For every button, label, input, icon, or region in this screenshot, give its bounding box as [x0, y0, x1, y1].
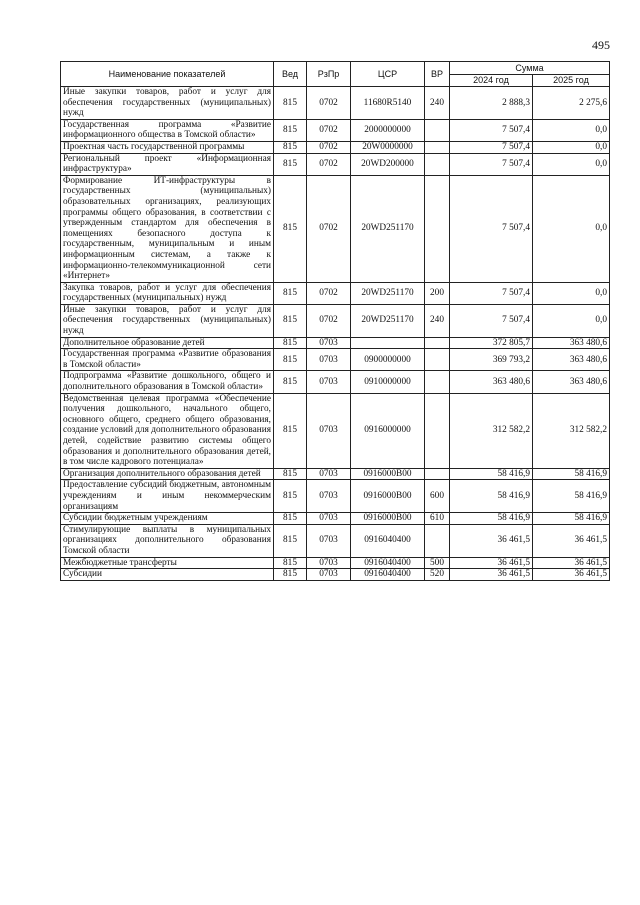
cell-ved: 815 — [274, 468, 307, 480]
table-row — [61, 175, 610, 282]
cell-2025: 36 461,5 — [533, 524, 610, 557]
table-row — [61, 480, 610, 513]
cell-vr — [425, 337, 450, 349]
cell-vr: 600 — [425, 480, 450, 513]
cell-2025: 58 416,9 — [533, 513, 610, 525]
cell-ved: 815 — [274, 337, 307, 349]
cell-vr: 610 — [425, 513, 450, 525]
cell-2024: 363 480,6 — [450, 371, 533, 393]
header-rzpr: РзПр — [307, 62, 351, 87]
cell-2024: 36 461,5 — [450, 524, 533, 557]
cell-name: Иные закупки товаров, работ и услуг для обеспечения государственных (муниципальных) нужд — [61, 304, 274, 337]
cell-2024: 7 507,4 — [450, 282, 533, 304]
table-row — [61, 393, 610, 468]
cell-vr — [425, 349, 450, 371]
table-body — [61, 87, 610, 581]
header-sum: Сумма — [450, 62, 610, 75]
cell-ved: 815 — [274, 141, 307, 153]
cell-name: Стимулирующие выплаты в муниципальных организациях дополнительного образования Томской области — [61, 524, 274, 557]
cell-name: Проектная часть государственной программы — [61, 141, 274, 153]
cell-ved: 815 — [274, 282, 307, 304]
cell-name: Региональный проект «Информационная инфраструктура» — [61, 153, 274, 175]
cell-vr — [425, 393, 450, 468]
header-vr: ВР — [425, 62, 450, 87]
cell-2024: 7 507,4 — [450, 304, 533, 337]
cell-ved: 815 — [274, 569, 307, 581]
cell-name: Межбюджетные трансферты — [61, 557, 274, 569]
cell-csr: 0916040400 — [351, 524, 425, 557]
cell-ved: 815 — [274, 393, 307, 468]
cell-rzpr: 0703 — [307, 349, 351, 371]
cell-2025: 2 275,6 — [533, 87, 610, 120]
cell-vr: 500 — [425, 557, 450, 569]
cell-2025: 0,0 — [533, 141, 610, 153]
cell-2025: 0,0 — [533, 175, 610, 282]
cell-2024: 58 416,9 — [450, 513, 533, 525]
header-2025: 2025 год — [533, 75, 610, 87]
cell-vr — [425, 468, 450, 480]
table-row — [61, 513, 610, 525]
cell-vr — [425, 524, 450, 557]
cell-2025: 0,0 — [533, 282, 610, 304]
cell-csr: 20W0000000 — [351, 141, 425, 153]
cell-2024: 58 416,9 — [450, 480, 533, 513]
cell-2024: 36 461,5 — [450, 569, 533, 581]
cell-2024: 58 416,9 — [450, 468, 533, 480]
cell-2025: 312 582,2 — [533, 393, 610, 468]
cell-csr: 20WD251170 — [351, 304, 425, 337]
cell-vr: 240 — [425, 304, 450, 337]
cell-2025: 0,0 — [533, 304, 610, 337]
cell-csr: 0916000B00 — [351, 480, 425, 513]
header-2024: 2024 год — [450, 75, 533, 87]
cell-ved: 815 — [274, 371, 307, 393]
table-row — [61, 349, 610, 371]
cell-name: Государственная программа «Развитие образования в Томской области» — [61, 349, 274, 371]
table-row — [61, 557, 610, 569]
cell-name: Субсидии бюджетным учреждениям — [61, 513, 274, 525]
cell-rzpr: 0702 — [307, 119, 351, 141]
cell-2025: 0,0 — [533, 153, 610, 175]
cell-csr: 0916040400 — [351, 557, 425, 569]
cell-ved: 815 — [274, 119, 307, 141]
cell-2024: 2 888,3 — [450, 87, 533, 120]
cell-rzpr: 0703 — [307, 337, 351, 349]
table-row — [61, 87, 610, 120]
cell-ved: 815 — [274, 557, 307, 569]
cell-2024: 369 793,2 — [450, 349, 533, 371]
cell-csr: 0916000B00 — [351, 513, 425, 525]
cell-csr: 0900000000 — [351, 349, 425, 371]
cell-csr: 0916040400 — [351, 569, 425, 581]
cell-vr — [425, 175, 450, 282]
cell-name: Формирование ИТ-инфраструктуры в государственных (муниципальных) образовательных организациях, реализующих программы общего образования, в соответствии с утвержденным стандартом для обеспечения в помещениях безопасного доступа к государственным, муниципальным и иным информационным системам, а также к информационно-телекоммуникационной сети «Интернет» — [61, 175, 274, 282]
cell-ved: 815 — [274, 175, 307, 282]
cell-csr: 0910000000 — [351, 371, 425, 393]
cell-csr: 20WD200000 — [351, 153, 425, 175]
cell-vr: 200 — [425, 282, 450, 304]
cell-rzpr: 0702 — [307, 304, 351, 337]
cell-rzpr: 0702 — [307, 153, 351, 175]
cell-name: Дополнительное образование детей — [61, 337, 274, 349]
cell-2025: 363 480,6 — [533, 349, 610, 371]
cell-rzpr: 0702 — [307, 141, 351, 153]
cell-2025: 363 480,6 — [533, 371, 610, 393]
cell-ved: 815 — [274, 153, 307, 175]
cell-rzpr: 0703 — [307, 569, 351, 581]
cell-2024: 7 507,4 — [450, 175, 533, 282]
cell-2025: 58 416,9 — [533, 480, 610, 513]
cell-rzpr: 0703 — [307, 524, 351, 557]
cell-vr — [425, 141, 450, 153]
table-row — [61, 153, 610, 175]
cell-rzpr: 0702 — [307, 282, 351, 304]
cell-2025: 58 416,9 — [533, 468, 610, 480]
cell-ved: 815 — [274, 87, 307, 120]
header-csr: ЦСР — [351, 62, 425, 87]
cell-2024: 7 507,4 — [450, 141, 533, 153]
cell-name: Организация дополнительного образования детей — [61, 468, 274, 480]
cell-csr — [351, 337, 425, 349]
cell-2025: 36 461,5 — [533, 557, 610, 569]
budget-table — [60, 61, 610, 581]
cell-rzpr: 0703 — [307, 513, 351, 525]
cell-csr: 2000000000 — [351, 119, 425, 141]
cell-vr — [425, 119, 450, 141]
cell-name: Подпрограмма «Развитие дошкольного, общего и дополнительного образования в Томской области» — [61, 371, 274, 393]
table-row — [61, 371, 610, 393]
cell-vr — [425, 153, 450, 175]
cell-vr — [425, 371, 450, 393]
cell-rzpr: 0703 — [307, 557, 351, 569]
table-row — [61, 304, 610, 337]
cell-name: Ведомственная целевая программа «Обеспечение получения дошкольного, начального общего, основного общего, среднего общего образования, создание условий для дополнительного образования детей, содействие развитию системы общего образования и дополнительного образования детей, в том числе кадрового потенциала» — [61, 393, 274, 468]
cell-rzpr: 0702 — [307, 87, 351, 120]
cell-2024: 7 507,4 — [450, 153, 533, 175]
cell-ved: 815 — [274, 304, 307, 337]
cell-rzpr: 0703 — [307, 468, 351, 480]
table-row — [61, 337, 610, 349]
cell-ved: 815 — [274, 480, 307, 513]
page-number: 495 — [592, 38, 610, 52]
cell-rzpr: 0703 — [307, 480, 351, 513]
cell-ved: 815 — [274, 513, 307, 525]
cell-name: Субсидии — [61, 569, 274, 581]
table-row — [61, 282, 610, 304]
cell-2024: 312 582,2 — [450, 393, 533, 468]
cell-2025: 36 461,5 — [533, 569, 610, 581]
cell-csr: 0916000000 — [351, 393, 425, 468]
cell-csr: 20WD251170 — [351, 282, 425, 304]
cell-vr: 240 — [425, 87, 450, 120]
cell-rzpr: 0703 — [307, 393, 351, 468]
cell-csr: 11680R5140 — [351, 87, 425, 120]
table-row — [61, 524, 610, 557]
cell-2024: 7 507,4 — [450, 119, 533, 141]
table-row — [61, 141, 610, 153]
cell-csr: 0916000B00 — [351, 468, 425, 480]
header-name: Наименование показателей — [61, 62, 274, 87]
cell-ved: 815 — [274, 524, 307, 557]
cell-ved: 815 — [274, 349, 307, 371]
cell-name: Иные закупки товаров, работ и услуг для обеспечения государственных (муниципальных) нужд — [61, 87, 274, 120]
table-row — [61, 569, 610, 581]
header-ved: Вед — [274, 62, 307, 87]
cell-rzpr: 0702 — [307, 175, 351, 282]
table-row — [61, 119, 610, 141]
cell-2025: 0,0 — [533, 119, 610, 141]
cell-name: Государственная программа «Развитие информационного общества в Томской области» — [61, 119, 274, 141]
cell-2025: 363 480,6 — [533, 337, 610, 349]
cell-2024: 372 805,7 — [450, 337, 533, 349]
cell-vr: 520 — [425, 569, 450, 581]
cell-csr: 20WD251170 — [351, 175, 425, 282]
cell-name: Закупка товаров, работ и услуг для обеспечения государственных (муниципальных) нужд — [61, 282, 274, 304]
cell-rzpr: 0703 — [307, 371, 351, 393]
cell-name: Предоставление субсидий бюджетным, автономным учреждениям и иным некоммерческим организациям — [61, 480, 274, 513]
table-row — [61, 468, 610, 480]
cell-2024: 36 461,5 — [450, 557, 533, 569]
